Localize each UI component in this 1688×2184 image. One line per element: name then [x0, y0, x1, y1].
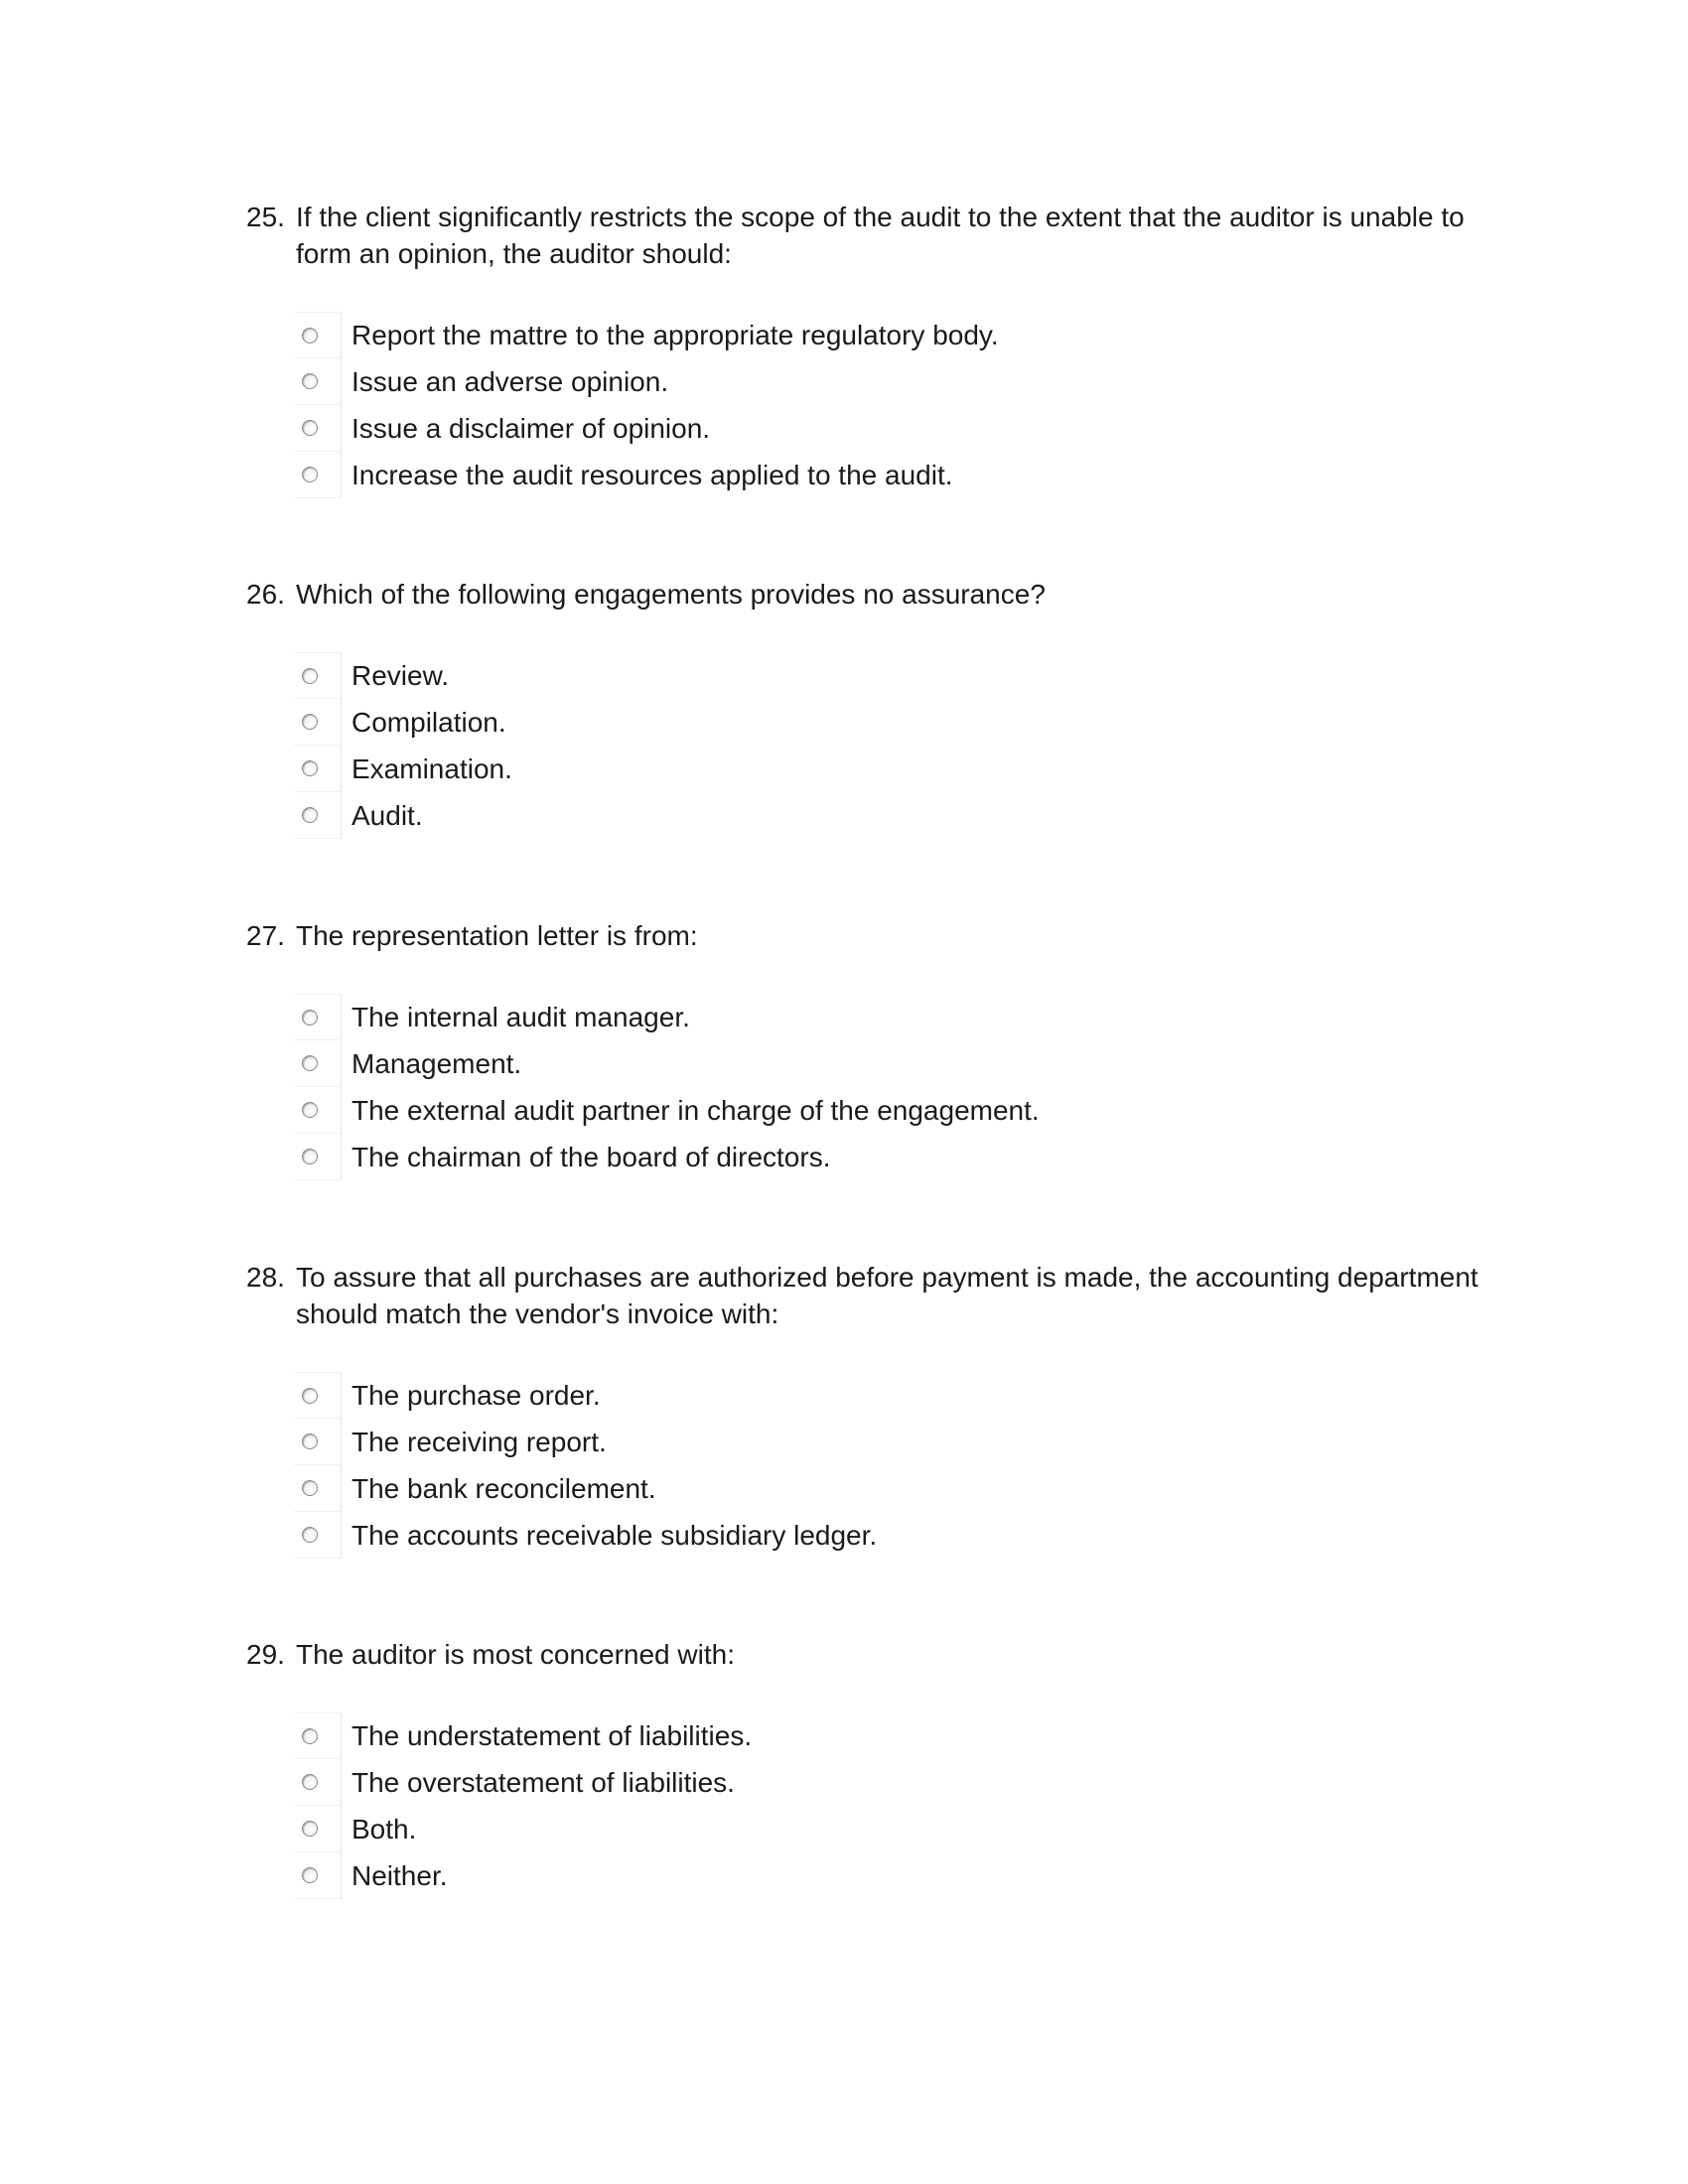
option-label: The understatement of liabilities. — [352, 1719, 753, 1751]
radio-button[interactable] — [302, 1480, 318, 1496]
answer-option[interactable] — [294, 405, 1497, 452]
answer-option[interactable] — [294, 1512, 1497, 1559]
answer-option[interactable] — [294, 994, 1497, 1040]
radio-cell[interactable] — [294, 452, 342, 498]
radio-cell[interactable] — [294, 1712, 342, 1759]
radio-button[interactable] — [302, 1867, 318, 1883]
radio-cell[interactable] — [294, 792, 342, 839]
option-label: The purchase order. — [352, 1379, 601, 1411]
radio-button[interactable] — [302, 714, 318, 730]
answer-options — [294, 994, 1497, 1180]
option-label: Issue an adverse opinion. — [352, 365, 669, 397]
answer-option[interactable] — [294, 358, 1497, 405]
option-label: The overstatement of liabilities. — [352, 1766, 735, 1798]
question-number: 29. — [246, 1639, 285, 1670]
radio-button[interactable] — [302, 1055, 318, 1071]
answer-option[interactable] — [294, 746, 1497, 792]
radio-cell[interactable] — [294, 1040, 342, 1087]
radio-cell[interactable] — [294, 1087, 342, 1134]
radio-cell[interactable] — [294, 994, 342, 1040]
radio-button[interactable] — [302, 420, 318, 436]
answer-option[interactable] — [294, 1134, 1497, 1180]
option-label: The receiving report. — [352, 1426, 607, 1457]
radio-button[interactable] — [302, 807, 318, 823]
answer-option[interactable] — [294, 1465, 1497, 1512]
option-label: The bank reconcilement. — [352, 1472, 656, 1504]
answer-option[interactable] — [294, 1712, 1497, 1759]
option-label: Issue a disclaimer of opinion. — [352, 412, 711, 444]
radio-cell[interactable] — [294, 652, 342, 699]
question-header — [246, 576, 1497, 613]
question-header — [246, 917, 1497, 954]
answer-option[interactable] — [294, 312, 1497, 358]
radio-button[interactable] — [302, 328, 318, 343]
question-26 — [246, 576, 1497, 839]
question-number: 28. — [246, 1262, 285, 1293]
radio-button[interactable] — [302, 373, 318, 389]
question-header — [246, 199, 1497, 272]
radio-cell[interactable] — [294, 1512, 342, 1559]
radio-cell[interactable] — [294, 405, 342, 452]
radio-cell[interactable] — [294, 1465, 342, 1512]
option-label: Neither. — [352, 1859, 448, 1891]
answer-option[interactable] — [294, 1087, 1497, 1134]
option-label: The internal audit manager. — [352, 1001, 690, 1032]
answer-options — [294, 652, 1497, 839]
question-header — [246, 1259, 1497, 1332]
answer-option[interactable] — [294, 792, 1497, 839]
question-25 — [246, 199, 1497, 498]
answer-option[interactable] — [294, 1372, 1497, 1419]
radio-cell[interactable] — [294, 699, 342, 746]
radio-button[interactable] — [302, 1149, 318, 1164]
option-label: Increase the audit resources applied to the audit. — [352, 459, 953, 490]
question-text: The auditor is most concerned with: — [296, 1639, 735, 1670]
question-number: 26. — [246, 579, 285, 610]
question-28 — [246, 1259, 1497, 1559]
radio-button[interactable] — [302, 1821, 318, 1837]
option-label: The chairman of the board of directors. — [352, 1141, 831, 1172]
question-text: Which of the following engagements provides no assurance? — [296, 579, 1046, 610]
answer-options — [294, 1712, 1497, 1899]
radio-button[interactable] — [302, 1728, 318, 1744]
radio-button[interactable] — [302, 1433, 318, 1449]
radio-button[interactable] — [302, 1527, 318, 1543]
question-text: To assure that all purchases are authorized before payment is made, the accounting department should match the vendor's invoice with: — [296, 1262, 1478, 1329]
answer-option[interactable] — [294, 1040, 1497, 1087]
question-text: If the client significantly restricts the scope of the audit to the extent that the auditor is unable to form an opinion, the auditor should: — [296, 202, 1465, 269]
radio-cell[interactable] — [294, 746, 342, 792]
option-label: The accounts receivable subsidiary ledger. — [352, 1519, 878, 1551]
answer-options — [294, 1372, 1497, 1559]
question-text: The representation letter is from: — [296, 920, 698, 951]
question-29 — [246, 1636, 1497, 1899]
option-label: The external audit partner in charge of the engagement. — [352, 1094, 1040, 1126]
question-header — [246, 1636, 1497, 1673]
answer-option[interactable] — [294, 1759, 1497, 1806]
radio-cell[interactable] — [294, 1759, 342, 1806]
answer-option[interactable] — [294, 1419, 1497, 1465]
radio-cell[interactable] — [294, 358, 342, 405]
radio-button[interactable] — [302, 1388, 318, 1404]
radio-cell[interactable] — [294, 1419, 342, 1465]
radio-button[interactable] — [302, 668, 318, 684]
radio-cell[interactable] — [294, 1852, 342, 1899]
answer-option[interactable] — [294, 1852, 1497, 1899]
radio-cell[interactable] — [294, 1372, 342, 1419]
question-27 — [246, 917, 1497, 1180]
answer-option[interactable] — [294, 699, 1497, 746]
option-label: Review. — [352, 659, 450, 691]
radio-button[interactable] — [302, 1774, 318, 1790]
radio-button[interactable] — [302, 467, 318, 482]
question-number: 25. — [246, 202, 285, 232]
answer-options — [294, 312, 1497, 498]
radio-cell[interactable] — [294, 312, 342, 358]
radio-button[interactable] — [302, 1010, 318, 1025]
option-label: Audit. — [352, 799, 423, 831]
answer-option[interactable] — [294, 652, 1497, 699]
question-number: 27. — [246, 920, 285, 951]
radio-cell[interactable] — [294, 1806, 342, 1852]
answer-option[interactable] — [294, 452, 1497, 498]
radio-button[interactable] — [302, 760, 318, 776]
option-label: Management. — [352, 1047, 522, 1079]
option-label: Both. — [352, 1813, 417, 1844]
option-label: Compilation. — [352, 706, 506, 738]
answer-option[interactable] — [294, 1806, 1497, 1852]
radio-cell[interactable] — [294, 1134, 342, 1180]
radio-button[interactable] — [302, 1102, 318, 1118]
option-label: Examination. — [352, 752, 512, 784]
option-label: Report the mattre to the appropriate regulatory body. — [352, 319, 999, 350]
